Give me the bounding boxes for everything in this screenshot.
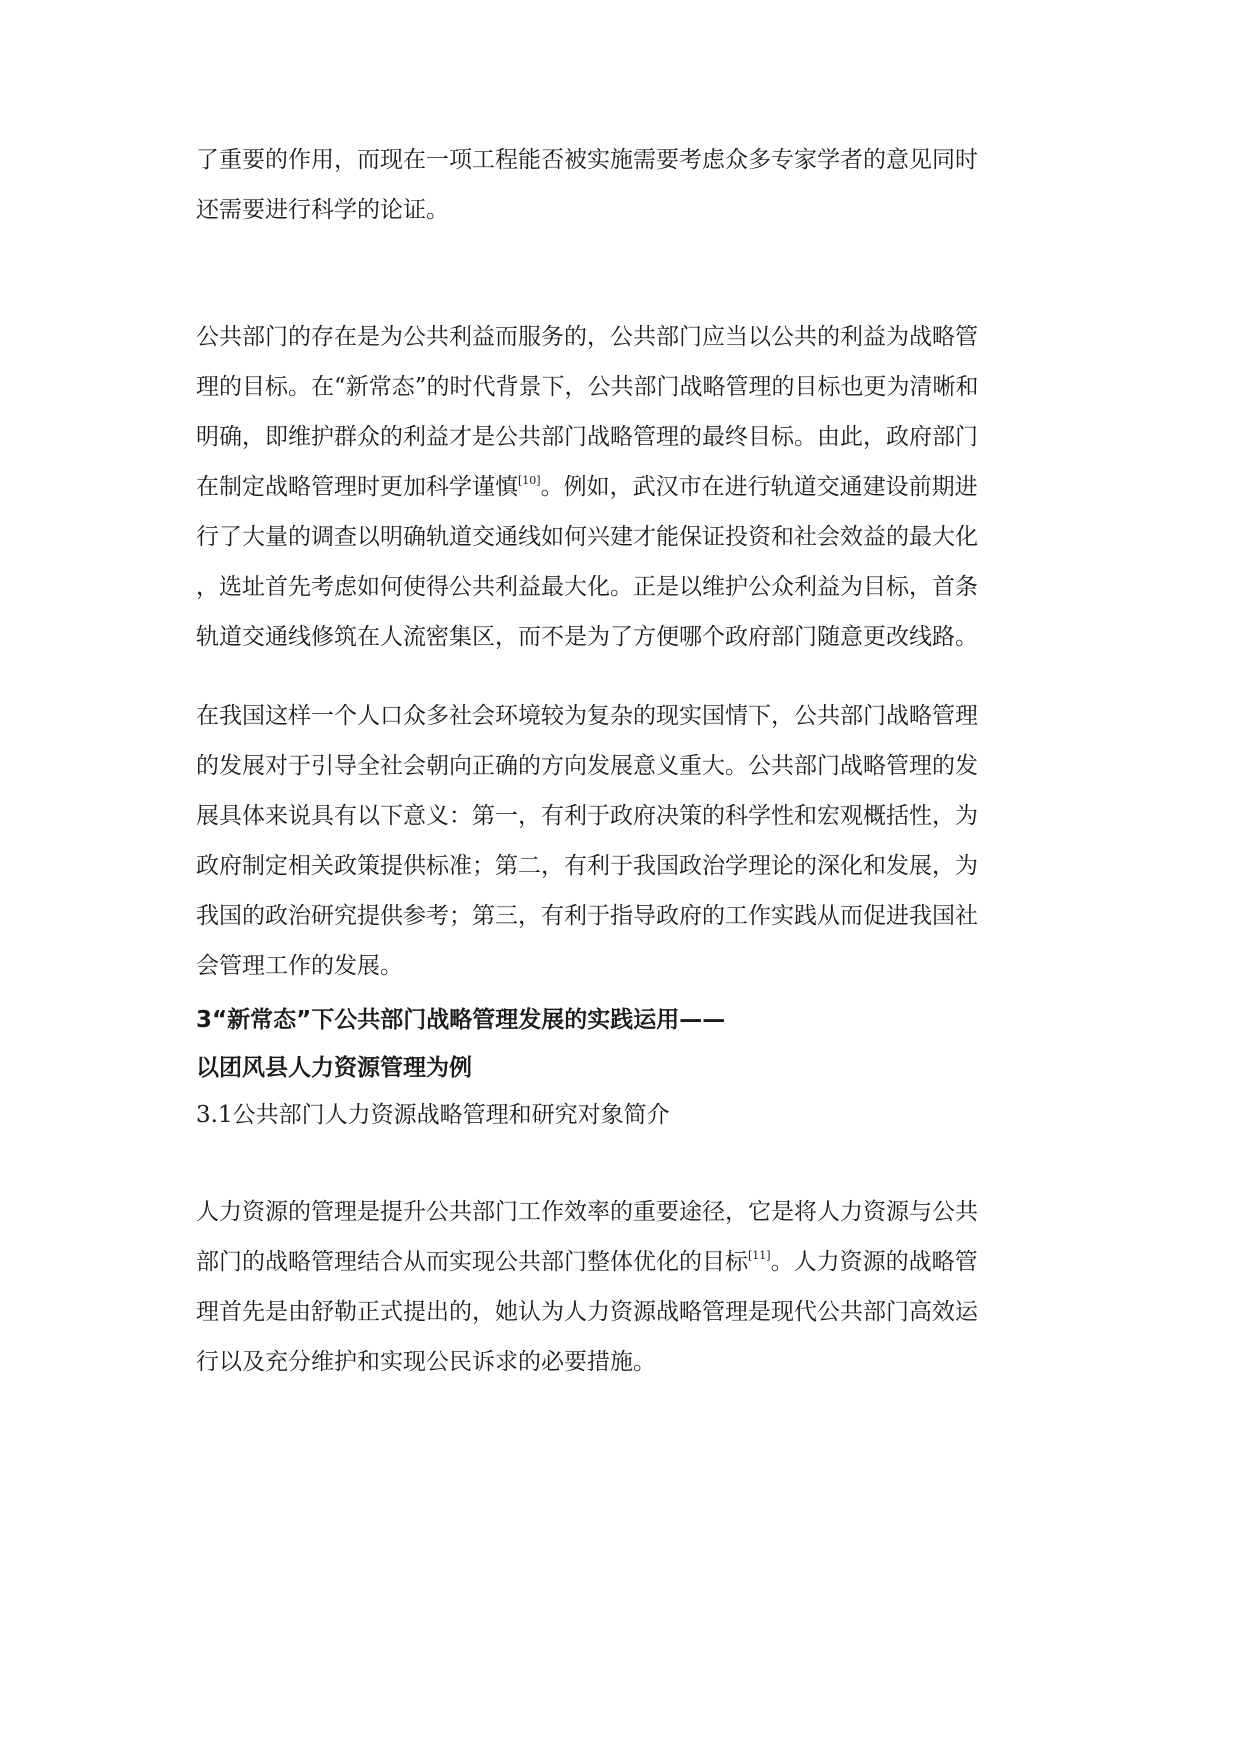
text-line <box>196 941 1056 991</box>
text-segment: 会管理工作的发展。 <box>196 953 403 979</box>
text-segment: 展具体来说具有以下意义：第一，有利于政府决策的科学性和宏观概括性，为 <box>196 803 978 829</box>
text-line <box>196 312 1056 362</box>
text-line <box>196 691 1056 741</box>
text-segment: 在我国这样一个人口众多社会环境较为复杂的现实国情下，公共部门战略管理 <box>196 703 978 729</box>
text-line <box>196 362 1056 412</box>
text-segment: 我国的政治研究提供参考；第三，有利于指导政府的工作实践从而促进我国社 <box>196 903 978 929</box>
section-heading <box>196 996 1056 1092</box>
text-segment: 。例如，武汉市在进行轨道交通建设前期进 <box>540 474 978 500</box>
text-segment: 理首先是由舒勒正式提出的，她认为人力资源战略管理是现代公共部门高效运 <box>196 1299 978 1325</box>
text-segment: 行了大量的调查以明确轨道交通线如何兴建才能保证投资和社会效益的最大化 <box>196 524 978 550</box>
paragraph-public-interest-goal <box>196 312 1056 662</box>
text-line <box>196 1337 1056 1387</box>
text-segment: 还需要进行科学的论证。 <box>196 197 449 223</box>
text-line <box>196 135 1056 185</box>
text-line <box>196 512 1056 562</box>
section-heading-line-1: 3“新常态”下公共部门战略管理发展的实践运用—— <box>196 1007 726 1033</box>
paragraph-human-resources <box>196 1187 1056 1387</box>
citation-ref: [10] <box>518 474 541 487</box>
text-line <box>196 891 1056 941</box>
text-segment: 。人力资源的战略管 <box>770 1249 978 1275</box>
text-line <box>196 412 1056 462</box>
text-line <box>196 741 1056 791</box>
text-line <box>196 1237 1056 1287</box>
subsection-heading: 3.1公共部门人力资源战略管理和研究对象简介 <box>196 1102 670 1128</box>
text-line <box>196 462 1056 512</box>
text-line <box>196 185 1056 235</box>
section-heading-line-2: 以团风县人力资源管理为例 <box>196 1055 472 1081</box>
text-segment: 政府制定相关政策提供标准；第二，有利于我国政治学理论的深化和发展，为 <box>196 853 978 879</box>
text-segment: 在制定战略管理时更加科学谨慎 <box>196 474 518 500</box>
text-segment: 人力资源的管理是提升公共部门工作效率的重要途径，它是将人力资源与公共 <box>196 1199 978 1225</box>
text-segment: 公共部门的存在是为公共利益而服务的，公共部门应当以公共的利益为战略管 <box>196 324 978 350</box>
text-segment: 部门的战略管理结合从而实现公共部门整体优化的目标 <box>196 1249 748 1275</box>
citation-ref: [11] <box>748 1249 771 1262</box>
text-line <box>196 841 1056 891</box>
text-segment: 轨道交通线修筑在人流密集区，而不是为了方便哪个政府部门随意更改线路。 <box>196 624 978 650</box>
text-segment: 了重要的作用，而现在一项工程能否被实施需要考虑众多专家学者的意见同时 <box>196 147 978 173</box>
text-line <box>196 791 1056 841</box>
text-line <box>196 1287 1056 1337</box>
text-line <box>196 1187 1056 1237</box>
text-segment: 行以及充分维护和实现公民诉求的必要措施。 <box>196 1349 656 1375</box>
text-segment: 理的目标。在“新常态”的时代背景下，公共部门战略管理的目标也更为清晰和 <box>196 374 979 400</box>
text-segment: 明确，即维护群众的利益才是公共部门战略管理的最终目标。由此，政府部门 <box>196 424 978 450</box>
text-segment: 的发展对于引导全社会朝向正确的方向发展意义重大。公共部门战略管理的发 <box>196 753 978 779</box>
text-segment: ，选址首先考虑如何使得公共利益最大化。正是以维护公众利益为目标，首条 <box>196 574 978 600</box>
text-line <box>196 612 1056 662</box>
paragraph-significance <box>196 691 1056 991</box>
paragraph-engineering-argument <box>196 135 1056 235</box>
text-line <box>196 562 1056 612</box>
